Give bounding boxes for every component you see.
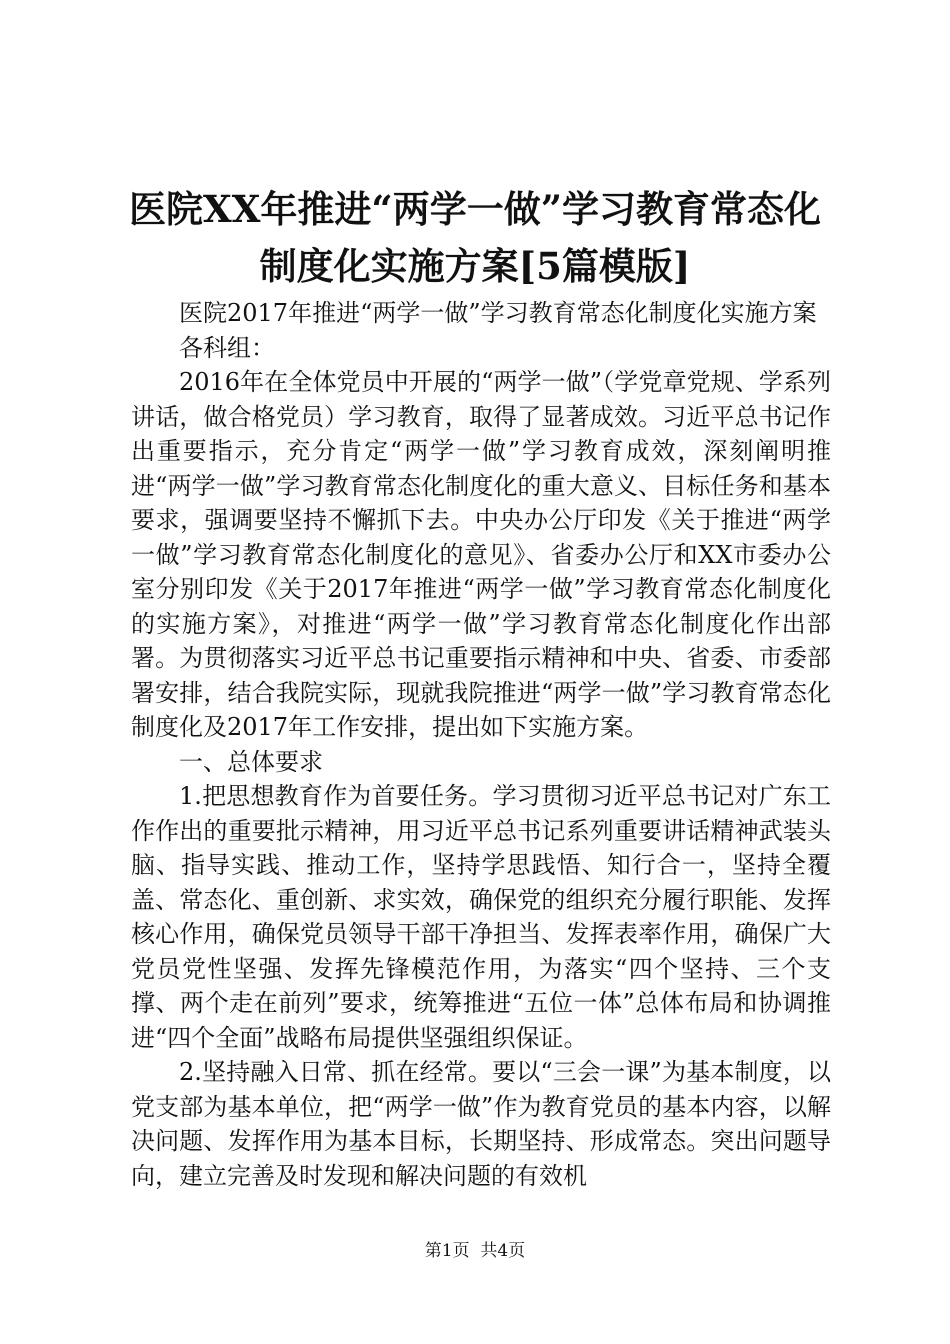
paragraph-item-2: 2.坚持融入日常、抓在经常。要以“三会一课”为基本制度，以党支部为基本单位，把“两学一做”作为教育党员的基本内容，以解决问题、发挥作用为基本目标，长期坚持、形成常态。突出问题导向，建立完善及时发现和解决问题的有效机 (131, 1058, 831, 1190)
section-heading: 一、总体要求 (179, 747, 323, 776)
paragraph-salutation: 各科组： (179, 333, 275, 362)
document-title-line-2: 制度化实施方案[5篇模版] (259, 244, 691, 288)
page-footer: 第1页 共4页 (424, 1241, 526, 1261)
paragraph-item-1: 1.把思想教育作为首要任务。学习贯彻习近平总书记对广东工作作出的重要批示精神，用习近平总书记系列重要讲话精神武装头脑、指导实践、推动工作，坚持学思践悟、知行合一，坚持全覆盖、常态化、重创新、求实效，确保党的组织充分履行职能、发挥核心作用，确保党员领导干部干净担当、发挥表率作用，确保广大党员党性坚强、发挥先锋模范作用，为落实“四个坚持、三个支撑、两个走在前列”要求，统筹推进“五位一体”总体布局和协调推进“四个全面”战略布局提供坚强组织保证。 (131, 782, 831, 1052)
paragraph-subtitle: 医院2017年推进“两学一做”学习教育常态化制度化实施方案 (179, 299, 817, 327)
document-title-line-1: 医院XX年推进“两学一做”学习教育常态化 (129, 187, 821, 231)
document-body (131, 296, 831, 1193)
paragraph-intro: 2016年在全体党员中开展的“两学一做”（学党章党规、学系列讲话，做合格党员）学习教育，取得了显著成效。习近平总书记作出重要指示，充分肯定“两学一做”学习教育成效，深刻阐明推进“两学一做”学习教育常态化制度化的重大意义、目标任务和基本要求，强调要坚持不懈抓下去。中央办公厅印发《关于推进“两学一做”学习教育常态化制度化的意见》、省委办公厅和XX市委办公室分别印发《关于2017年推进“两学一做”学习教育常态化制度化的实施方案》，对推进“两学一做”学习教育常态化制度化作出部署。为贯彻落实习近平总书记重要指示精神和中央、省委、市委部署安排，结合我院实际，现就我院推进“两学一做”学习教育常态化制度化及2017年工作安排，提出如下实施方案。 (131, 368, 831, 741)
